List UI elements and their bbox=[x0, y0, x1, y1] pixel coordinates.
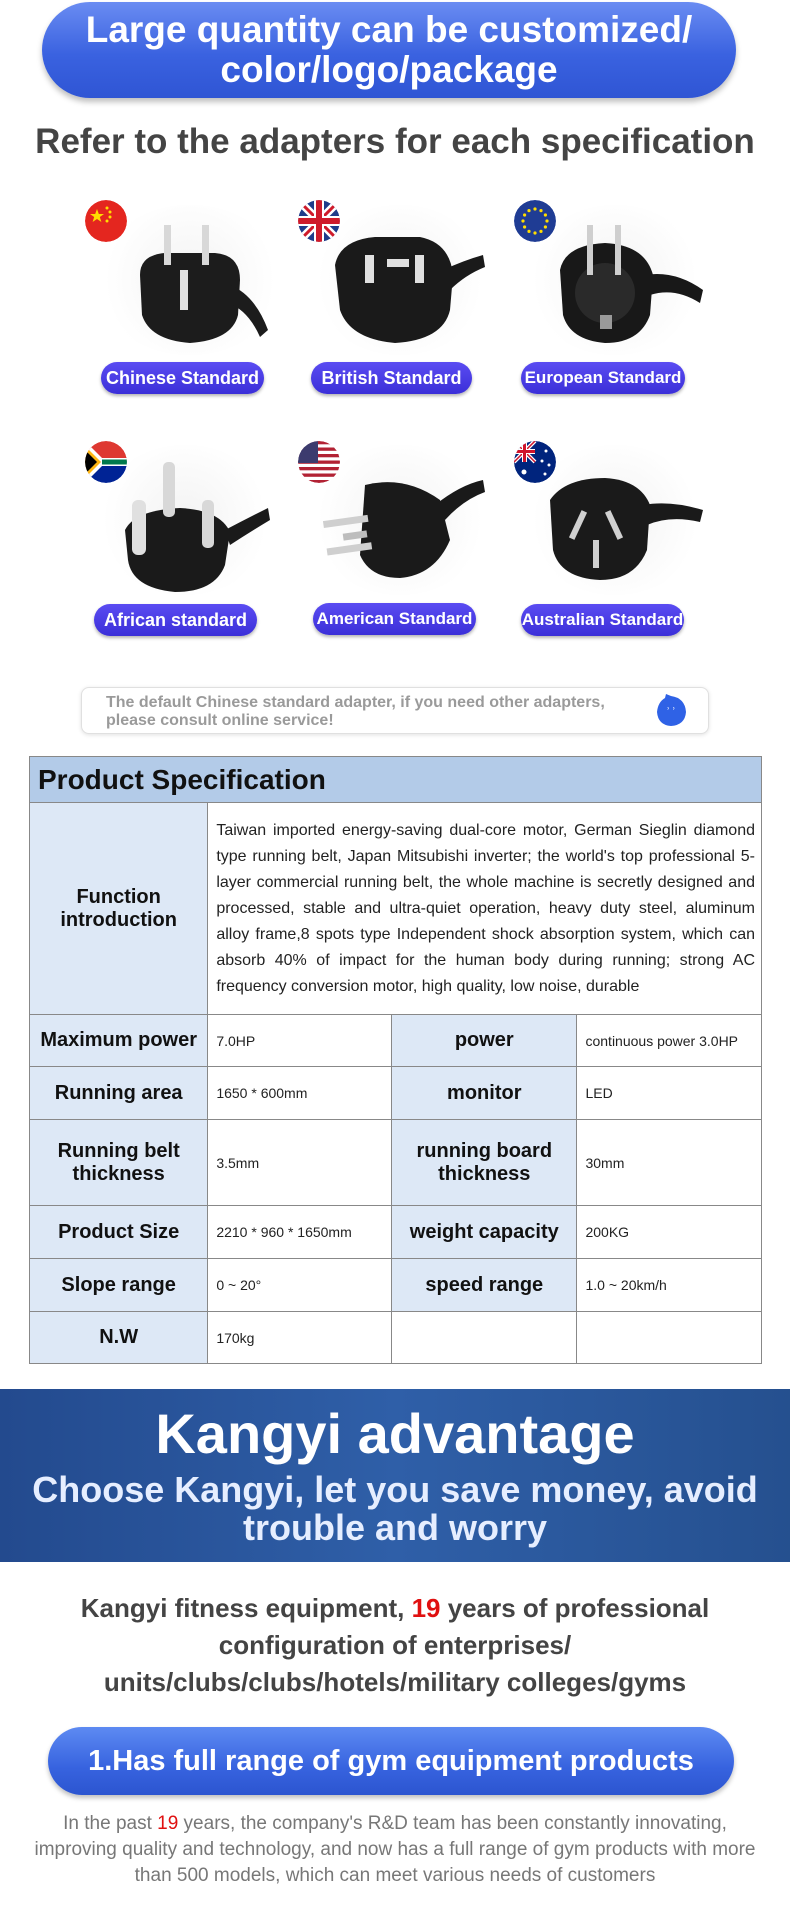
british-standard-label: British Standard bbox=[311, 362, 472, 394]
intro-pre: Kangyi fitness equipment, bbox=[80, 1593, 412, 1623]
african-plug-icon bbox=[110, 460, 270, 600]
chinese-standard-label: Chinese Standard bbox=[101, 362, 264, 394]
spec-row-label: monitor bbox=[392, 1067, 577, 1120]
australian-standard-label: Australian Standard bbox=[521, 604, 684, 636]
function-label-line-2: introduction bbox=[60, 908, 177, 931]
spec-row-value: 200KG bbox=[577, 1206, 762, 1259]
section-1-years: 19 bbox=[157, 1813, 179, 1834]
spec-row-label: N.W bbox=[30, 1312, 208, 1364]
spec-row-label: Running area bbox=[30, 1067, 208, 1120]
spec-title: Product Specification bbox=[30, 757, 762, 803]
adapters-heading: Refer to the adapters for each specification bbox=[35, 122, 755, 161]
spec-row-value: 0 ~ 20° bbox=[208, 1259, 392, 1312]
intro-years: 19 bbox=[411, 1593, 441, 1623]
spec-row-value: 2210 * 960 * 1650mm bbox=[208, 1206, 392, 1259]
spec-row-empty bbox=[392, 1312, 577, 1364]
section-1-heading: 1.Has full range of gym equipment products bbox=[48, 1727, 734, 1795]
function-introduction-label bbox=[30, 803, 208, 1015]
african-standard-label: African standard bbox=[94, 604, 257, 636]
spec-row-label: weight capacity bbox=[392, 1206, 577, 1259]
spec-row-label: speed range bbox=[392, 1259, 577, 1312]
spec-row-value: 7.0HP bbox=[208, 1015, 392, 1067]
svg-text:ʾ ʾ: ʾ ʾ bbox=[667, 707, 676, 717]
chinese-plug-icon bbox=[120, 215, 270, 355]
customization-banner bbox=[42, 2, 736, 98]
spec-row-value: 30mm bbox=[577, 1120, 762, 1206]
european-standard-label: European Standard bbox=[521, 362, 685, 394]
function-label-line-1: Function bbox=[76, 885, 161, 908]
american-standard-label: American Standard bbox=[313, 603, 476, 635]
notice-line-1: The default Chinese standard adapter, if you need other adapters, bbox=[106, 694, 605, 711]
american-plug-icon bbox=[315, 460, 485, 600]
adapter-notice bbox=[81, 687, 709, 734]
banner-line-2: color/logo/package bbox=[220, 49, 558, 90]
section-1-text bbox=[30, 1811, 760, 1889]
spec-row-label: Product Size bbox=[30, 1206, 208, 1259]
banner-line-1: Large quantity can be customized/ bbox=[85, 9, 693, 50]
section-1-pre: In the past bbox=[63, 1813, 158, 1834]
spec-row-value: continuous power 3.0HP bbox=[577, 1015, 762, 1067]
intro-post: years of professional configuration of enterprises/ units/clubs/clubs/hotels/military colleges/gyms bbox=[103, 1593, 710, 1697]
australian-plug-icon bbox=[535, 460, 705, 600]
spec-row-label: running board thickness bbox=[392, 1120, 577, 1206]
european-plug-icon bbox=[545, 215, 705, 355]
spec-row-label: Slope range bbox=[30, 1259, 208, 1312]
spec-row-value: LED bbox=[577, 1067, 762, 1120]
spec-row-label: Running belt thickness bbox=[30, 1120, 208, 1206]
company-intro bbox=[40, 1590, 750, 1701]
section-1-post: years, the company's R&D team has been constantly innovating, improving quality and technology, and now has a full range of gym products with more than 500 models, which can meet various needs of customers bbox=[34, 1813, 756, 1886]
hero-title: Kangyi advantage bbox=[155, 1402, 635, 1465]
chat-service-icon[interactable] bbox=[654, 694, 688, 728]
notice-line-2: please consult online service! bbox=[106, 712, 334, 729]
spec-row-value: 170kg bbox=[208, 1312, 392, 1364]
product-specification-table bbox=[29, 756, 762, 1364]
british-plug-icon bbox=[325, 215, 485, 355]
hero-subtitle: Choose Kangyi, let you save money, avoid trouble and worry bbox=[32, 1469, 758, 1548]
function-introduction-text: Taiwan imported energy-saving dual-core motor, German Sieglin diamond type running belt, Japan Mitsubishi inverter; the world's top professional 5-layer commercial running belt, the whole machine is secretly designed and processed, stable and ultra-quiet operation, heavy duty steel, aluminum alloy frame,8 spots type Independent shock absorption system, which can absorb 40% of impact for the human body during running; strong AC frequency conversion motor, high quality, low noise, durable bbox=[208, 803, 762, 1015]
spec-row-value: 1.0 ~ 20km/h bbox=[577, 1259, 762, 1312]
kangyi-advantage-hero bbox=[0, 1389, 790, 1562]
notice-text bbox=[106, 694, 626, 730]
spec-row-value: 3.5mm bbox=[208, 1120, 392, 1206]
spec-row-value: 1650 * 600mm bbox=[208, 1067, 392, 1120]
spec-row-label: power bbox=[392, 1015, 577, 1067]
spec-row-label: Maximum power bbox=[30, 1015, 208, 1067]
spec-row-empty bbox=[577, 1312, 762, 1364]
